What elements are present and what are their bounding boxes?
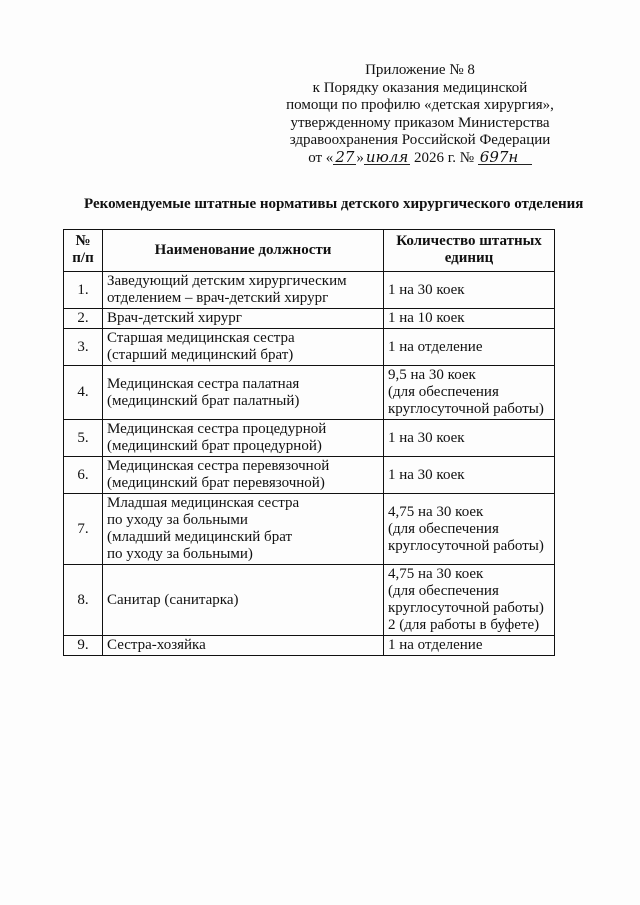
position-name: Медицинская сестра процедурной (медицинский брат процедурной)	[103, 420, 384, 457]
table-header-row	[64, 230, 555, 272]
row-number: 5.	[64, 420, 103, 457]
row-number: 6.	[64, 457, 103, 494]
position-name: Врач-детский хирург	[103, 309, 384, 329]
table-row	[64, 636, 555, 656]
table-row	[64, 494, 555, 565]
table-row	[64, 457, 555, 494]
col-header-position: Наименование должности	[103, 230, 384, 272]
staff-quantity: 1 на отделение	[384, 329, 555, 366]
document-title: Рекомендуемые штатные нормативы детского хирургического отделения	[84, 196, 584, 212]
staff-quantity: 4,75 на 30 коек (для обеспечения круглосуточной работы) 2 (для работы в буфете)	[384, 565, 555, 636]
position-name: Заведующий детским хирургическим отделением – врач-детский хирург	[103, 272, 384, 309]
approval-line-2: к Порядку оказания медицинской	[312, 79, 528, 96]
position-name: Медицинская сестра перевязочной (медицинский брат перевязочной)	[103, 457, 384, 494]
date-prefix: от «	[308, 149, 334, 166]
table-row	[64, 272, 555, 309]
approval-line-3: помощи по профилю «детская хирургия»,	[286, 97, 554, 113]
position-name: Младшая медицинская сестра по уходу за больными (младший медицинский брат по уходу за больными)	[103, 494, 384, 565]
table-row	[64, 329, 555, 366]
row-number: 8.	[64, 565, 103, 636]
handwritten-day: 27	[335, 147, 355, 166]
approval-block	[270, 62, 570, 167]
row-number: 7.	[64, 494, 103, 565]
position-name: Санитар (санитарка)	[103, 565, 384, 636]
staff-quantity: 1 на 30 коек	[384, 457, 555, 494]
position-name: Медицинская сестра палатная (медицинский брат палатный)	[103, 366, 384, 420]
approval-line-1: Приложение № 8	[365, 62, 475, 78]
table-row	[64, 309, 555, 329]
col-header-number: № п/п	[64, 230, 103, 272]
position-name: Сестра-хозяйка	[103, 636, 384, 656]
row-number: 2.	[64, 309, 103, 329]
year-text: 2026 г. №	[414, 149, 475, 166]
row-number: 3.	[64, 329, 103, 366]
approval-line-4: утвержденному приказом Министерства	[290, 114, 550, 131]
row-number: 1.	[64, 272, 103, 309]
position-name: Старшая медицинская сестра (старший медицинский брат)	[103, 329, 384, 366]
approval-line-5: здравоохранения Российской Федерации	[289, 132, 551, 148]
staff-norms-table	[63, 229, 555, 656]
staff-quantity: 1 на отделение	[384, 636, 555, 656]
staff-quantity: 4,75 на 30 коек (для обеспечения круглосуточной работы)	[384, 494, 555, 565]
table-row	[64, 565, 555, 636]
table-row	[64, 366, 555, 420]
row-number: 4.	[64, 366, 103, 420]
handwritten-doc-number: 697н	[478, 150, 532, 165]
staff-quantity: 1 на 10 коек	[384, 309, 555, 329]
col-header-quantity: Количество штатных единиц	[384, 230, 555, 272]
table-row	[64, 420, 555, 457]
staff-quantity: 9,5 на 30 коек (для обеспечения круглосуточной работы)	[384, 366, 555, 420]
order-date-line	[270, 147, 570, 168]
date-mid: »	[356, 149, 364, 166]
handwritten-month: июля	[365, 147, 409, 166]
row-number: 9.	[64, 636, 103, 656]
staff-quantity: 1 на 30 коек	[384, 420, 555, 457]
staff-quantity: 1 на 30 коек	[384, 272, 555, 309]
